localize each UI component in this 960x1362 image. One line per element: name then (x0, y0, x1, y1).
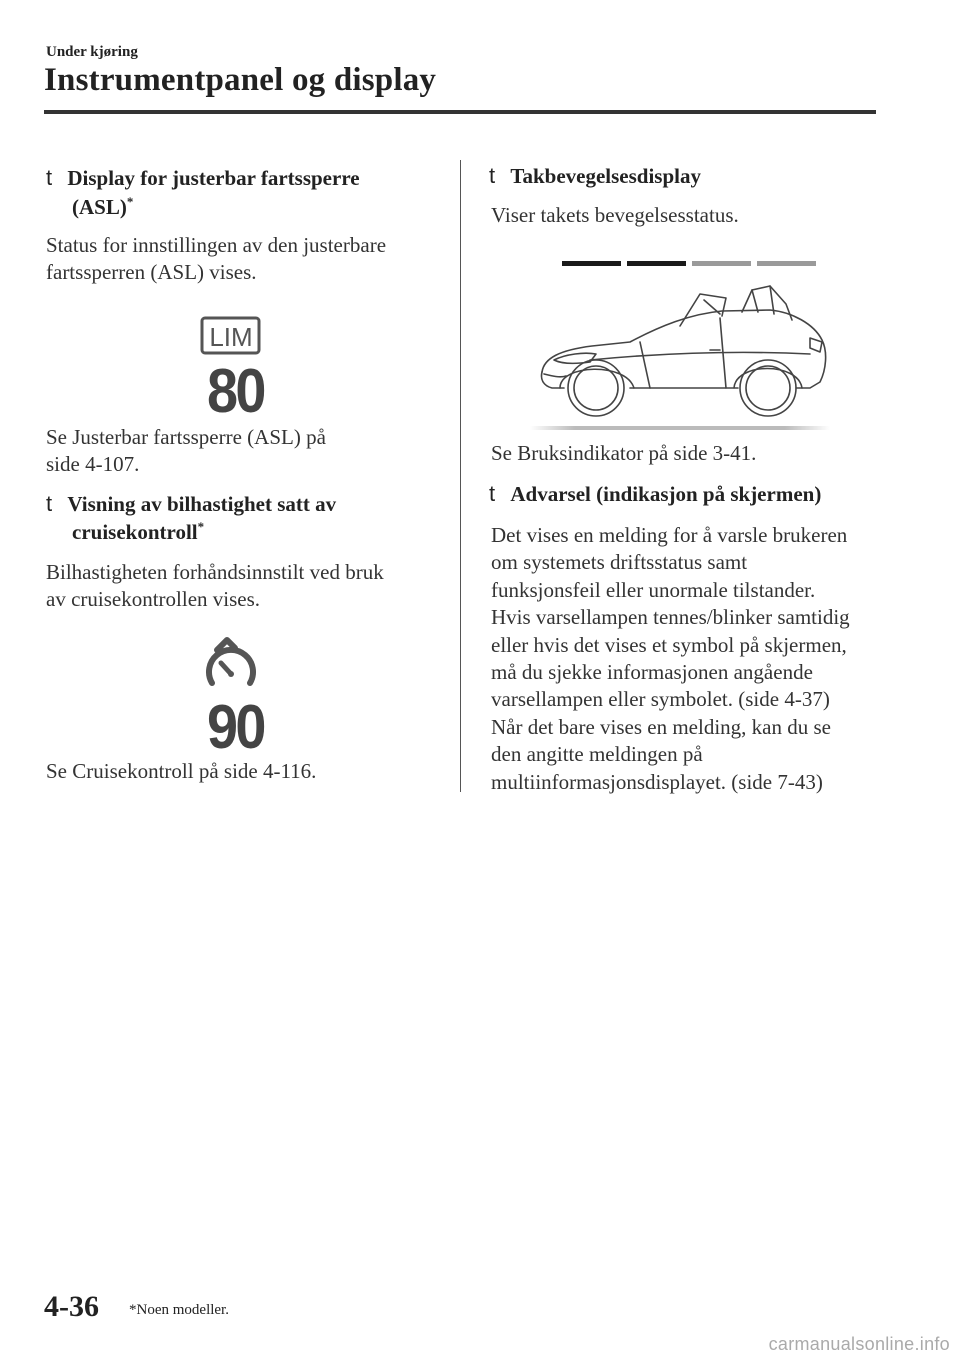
cruise-heading-line2: cruisekontroll (72, 520, 198, 544)
roof-progress-segment (562, 261, 621, 266)
asl-body (46, 232, 386, 286)
roof-progress-segment (692, 261, 751, 266)
warning-heading-text: Advarsel (indikasjon på skjermen) (510, 482, 822, 506)
page-title: Instrumentpanel og display (44, 62, 437, 98)
warning-body-line: Når det bare vises en melding, kan du se (491, 714, 831, 739)
asl-body-line2: fartssperren (ASL) vises. (46, 260, 257, 284)
roof-body: Viser takets bevegelsesstatus. (491, 203, 739, 227)
header-rule (44, 110, 876, 114)
roof-heading-text: Takbevegelsesdisplay (510, 164, 701, 188)
roof-heading (489, 160, 701, 192)
bullet-marker: t (489, 163, 496, 188)
warning-body-line: Det vises en melding for å varsle brukeren (491, 523, 848, 547)
roof-progress-bar (562, 261, 816, 266)
cruise-heading-line1: Visning av bilhastighet satt av (67, 492, 337, 516)
bullet-marker: t (46, 165, 53, 190)
cruise-heading (46, 488, 336, 520)
cruise-body-line2: av cruisekontrollen vises. (46, 587, 261, 611)
asl-heading (46, 162, 360, 194)
bullet-marker: t (489, 481, 496, 506)
cruise-reference: Se Cruisekontroll på side 4-116. (46, 759, 317, 783)
warning-body-line: funksjonsfeil eller unormale tilstander. (491, 577, 816, 602)
section-label: Under kjøring (46, 44, 138, 60)
asl-speed-value: 80 (207, 357, 264, 426)
cruise-speed-value: 90 (207, 693, 264, 762)
asterisk: * (197, 519, 205, 534)
bullet-marker: t (46, 491, 53, 516)
roof-progress-segment (757, 261, 816, 266)
asl-heading-line2: (ASL) (72, 195, 127, 219)
cruise-body-line1: Bilhastigheten forhåndsinnstilt ved bruk (46, 560, 384, 584)
lim-label: LIM (209, 322, 253, 352)
roof-reference: Se Bruksindikator på side 3-41. (491, 441, 757, 465)
warning-body-line: den angitte meldingen på (491, 742, 703, 767)
asl-ref-line1: Se Justerbar fartssperre (ASL) på (46, 425, 326, 449)
warning-body-line: Hvis varsellampen tennes/blinker samtidig (491, 605, 850, 630)
footnote: *Noen modeller. (129, 1302, 229, 1318)
car-illustration (530, 284, 830, 434)
watermark: carmanualsonline.info (768, 1334, 950, 1354)
asl-heading-cont (72, 192, 133, 223)
warning-body-line: må du sjekke informasjonen angående (491, 660, 813, 685)
warning-body-line: eller hvis det vises et symbol på skjermen, (491, 632, 847, 657)
asl-ref-line2: side 4-107. (46, 452, 140, 476)
roof-progress-segment (627, 261, 686, 266)
asl-reference (46, 424, 326, 478)
cruise-heading-cont (72, 517, 204, 548)
warning-body (491, 522, 850, 796)
asl-body-line1: Status for innstillingen av den justerbare (46, 233, 387, 257)
asl-heading-line1: Display for justerbar fartssperre (67, 166, 360, 190)
cruise-body (46, 559, 384, 613)
asterisk: * (126, 194, 134, 209)
warning-body-line: varsellampen eller symbolet. (side 4-37) (491, 687, 830, 712)
warning-body-line: multiinformasjonsdisplayet. (side 7-43) (491, 769, 823, 794)
page-number: 4-36 (44, 1290, 99, 1323)
warning-body-line: om systemets driftsstatus samt (491, 550, 748, 575)
lim-icon (200, 316, 262, 356)
column-divider (460, 160, 461, 792)
cruise-speedometer-icon (203, 636, 259, 694)
warning-heading (489, 478, 821, 510)
